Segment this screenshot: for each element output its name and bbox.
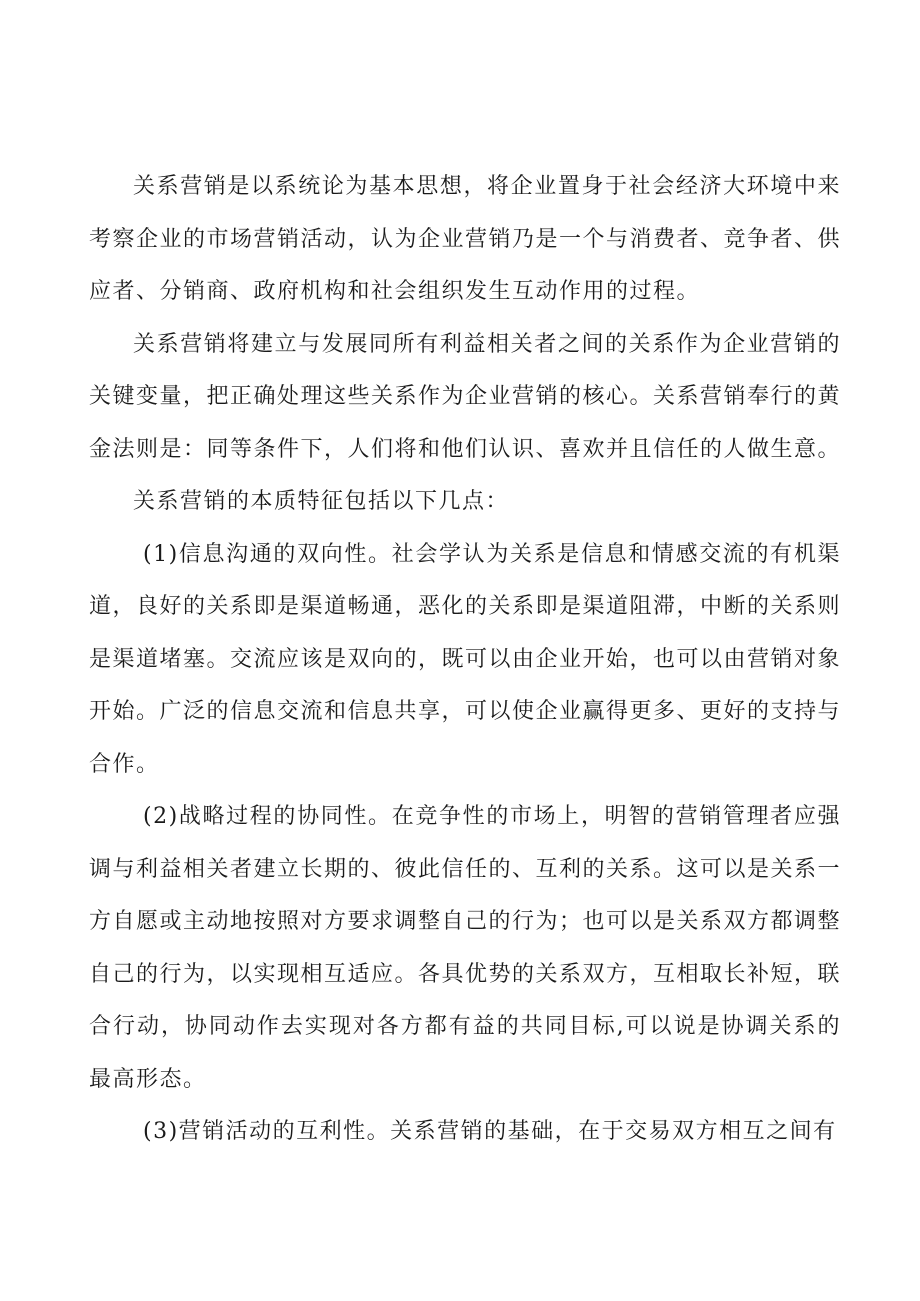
document-body (89, 161, 841, 1159)
paragraph-features-intro: 关系营销的本质特征包括以下几点： (133, 489, 510, 514)
paragraph-feature-3: (3)营销活动的互利性。关系营销的基础，在于交易双方相互之间有 (143, 1119, 837, 1144)
paragraph-feature-2: (2)战略过程的协同性。在竞争性的市场上，明智的营销管理者应强调与利益相关者建立长期的、彼此信任的、互利的关系。这可以是关系一方自愿或主动地按照对方要求调整自己的行为；也可以是关系双方都调整自己的行为，以实现相互适应。各具优势的关系双方，互相取长补短，联合行动，协同动作去实现对各方都有益的共同目标,可以说是协调关系的最高形态。 (89, 804, 842, 1092)
paragraph-definition: 关系营销是以系统论为基本思想，将企业置身于社会经济大环境中来考察企业的市场营销活动，认为企业营销乃是一个与消费者、竞争者、供应者、分销商、政府机构和社会组织发生互动作用的过程。 (89, 174, 842, 304)
paragraph-feature-1: (1)信息沟通的双向性。社会学认为关系是信息和情感交流的有机渠道，良好的关系即是渠道畅通，恶化的关系即是渠道阻滞，中断的关系则是渠道堵塞。交流应该是双向的，既可以由企业开始，也可以由营销对象开始。广泛的信息交流和信息共享，可以使企业赢得更多、更好的支持与合作。 (89, 541, 842, 777)
paragraph-core-variable: 关系营销将建立与发展同所有利益相关者之间的关系作为企业营销的关键变量，把正确处理这些关系作为企业营销的核心。关系营销奉行的黄金法则是：同等条件下，人们将和他们认识、喜欢并且信任的人做生意。 (89, 331, 842, 462)
